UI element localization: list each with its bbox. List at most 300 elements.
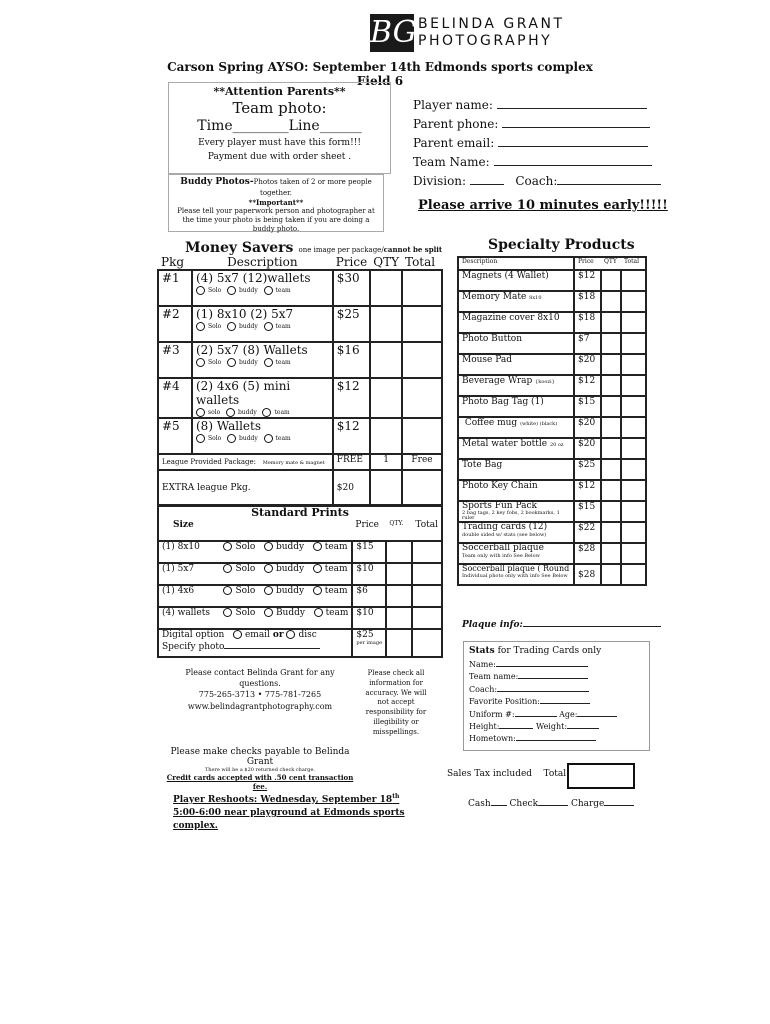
pkg-price: $12 bbox=[333, 418, 370, 454]
radio-label: Solo bbox=[208, 287, 222, 294]
radio-label: team bbox=[275, 435, 291, 442]
checks-line2: There will be a $20 returned check charge. bbox=[204, 767, 316, 773]
product-desc: Photo Button bbox=[462, 334, 523, 344]
stats-label: Height: bbox=[469, 721, 500, 731]
specialty-table bbox=[457, 256, 647, 586]
qty-cell[interactable] bbox=[601, 564, 621, 585]
specify-field[interactable] bbox=[224, 640, 320, 649]
col-size: Size bbox=[158, 520, 220, 541]
disc-label: disc bbox=[298, 630, 317, 640]
radio-label: buddy bbox=[239, 435, 258, 442]
product-sub: 20 oz bbox=[549, 442, 564, 448]
radio-label: Solo bbox=[208, 323, 222, 330]
qty-cell[interactable] bbox=[601, 417, 621, 438]
buddy-radio[interactable] bbox=[226, 408, 235, 417]
attention-heading: **Attention Parents** bbox=[213, 85, 346, 98]
brand-name: BELINDA GRANT bbox=[418, 16, 565, 32]
qty-cell[interactable] bbox=[601, 438, 621, 459]
team-radio[interactable] bbox=[264, 358, 273, 367]
qty-cell[interactable] bbox=[601, 543, 621, 564]
pkg-price: $12 bbox=[333, 378, 370, 418]
total-cell[interactable] bbox=[402, 306, 442, 342]
product-price: $28 bbox=[574, 543, 601, 564]
pkg-desc: (8) Wallets bbox=[196, 419, 262, 433]
team-photo-label: Team photo: bbox=[232, 98, 327, 117]
stats-label: Coach: bbox=[469, 684, 498, 694]
product-desc: Magazine cover 8x10 bbox=[462, 313, 560, 323]
qty-cell[interactable] bbox=[601, 312, 621, 333]
team-radio[interactable] bbox=[313, 564, 322, 573]
player-name-field[interactable] bbox=[413, 97, 647, 112]
total-cell[interactable] bbox=[621, 564, 646, 585]
product-row bbox=[458, 564, 646, 585]
standard-prints-title: Standard Prints bbox=[158, 505, 442, 520]
stats-team-field[interactable] bbox=[469, 671, 644, 683]
print-size: (1) 8x10 bbox=[158, 541, 220, 563]
col-qty: QTY. bbox=[386, 520, 412, 541]
print-row bbox=[158, 607, 442, 629]
total-cell[interactable] bbox=[412, 629, 442, 657]
qty-cell[interactable] bbox=[370, 378, 402, 418]
buddy-label: Buddy Photos- bbox=[180, 177, 254, 187]
product-row bbox=[458, 522, 646, 543]
team-radio[interactable] bbox=[313, 586, 322, 595]
stats-label: Team name: bbox=[469, 672, 519, 682]
time-line-label: Time________Line______ bbox=[197, 117, 362, 134]
email-radio[interactable] bbox=[233, 630, 242, 639]
pkg-number: #3 bbox=[158, 342, 192, 378]
product-row bbox=[458, 354, 646, 375]
product-price: $25 bbox=[574, 459, 601, 480]
qty-cell[interactable] bbox=[601, 333, 621, 354]
solo-radio[interactable] bbox=[196, 434, 205, 443]
stats-uniform-age-field[interactable] bbox=[469, 709, 644, 721]
stats-box bbox=[463, 641, 650, 751]
total-cell[interactable] bbox=[621, 459, 646, 480]
total-cell[interactable] bbox=[402, 378, 442, 418]
print-price: $15 bbox=[352, 541, 386, 563]
buddy-box bbox=[168, 174, 384, 232]
league-note: Memory mate & magnet bbox=[262, 460, 325, 466]
solo-radio[interactable] bbox=[223, 564, 232, 573]
attention-box bbox=[168, 82, 391, 174]
digital-label: Digital option bbox=[162, 630, 225, 640]
buddy-desc: Photos taken of 2 or more people together. bbox=[253, 178, 372, 197]
radio-label: team bbox=[275, 359, 291, 366]
product-sub: Team only with info See Below bbox=[462, 552, 540, 559]
print-size: (4) wallets bbox=[158, 607, 220, 629]
contact-line1: Please contact Belinda Grant for any questions. bbox=[185, 668, 335, 689]
total-cell[interactable] bbox=[402, 270, 442, 306]
disc-radio[interactable] bbox=[286, 630, 295, 639]
money-savers-title: Money Savers bbox=[185, 240, 294, 256]
radio-label: team bbox=[274, 409, 290, 416]
digital-price: $25 bbox=[356, 630, 374, 640]
payment-method-row bbox=[468, 797, 634, 809]
product-price: $18 bbox=[574, 291, 601, 312]
money-savers-subtitle-bold: cannot be split bbox=[383, 245, 443, 254]
product-desc: Beverage Wrap bbox=[462, 376, 533, 386]
pkg-desc: (2) 4x6 (5) mini wallets bbox=[196, 379, 291, 407]
extra-league-label: EXTRA league Pkg. bbox=[158, 470, 333, 506]
product-row bbox=[458, 501, 646, 522]
qty-cell[interactable] bbox=[601, 291, 621, 312]
product-sub: 8x10 bbox=[529, 295, 542, 301]
col-total: Total bbox=[412, 520, 442, 541]
stats-coach-field[interactable] bbox=[469, 684, 644, 696]
checks-line3: Credit cards accepted with .50 cent transaction fee. bbox=[166, 773, 354, 791]
parent-email-field[interactable] bbox=[413, 135, 648, 150]
total-cell[interactable] bbox=[412, 607, 442, 629]
radio-label: buddy bbox=[275, 542, 305, 552]
league-total: Free bbox=[402, 454, 442, 470]
radio-label: Buddy bbox=[275, 608, 305, 618]
total-cell[interactable] bbox=[621, 375, 646, 396]
pkg-price: $25 bbox=[333, 306, 370, 342]
standard-prints-table bbox=[157, 504, 443, 658]
print-price: $10 bbox=[352, 563, 386, 585]
plaque-info-field[interactable] bbox=[462, 618, 661, 630]
stats-position-field[interactable] bbox=[469, 696, 644, 708]
qty-cell[interactable] bbox=[601, 522, 621, 543]
package-row bbox=[158, 342, 442, 378]
radio-label: buddy bbox=[275, 586, 305, 596]
total-cell[interactable] bbox=[621, 354, 646, 375]
radio-label: Solo bbox=[235, 586, 256, 596]
contact-website[interactable]: www.belindagrantphotography.com bbox=[187, 701, 333, 711]
stats-label: Age: bbox=[559, 709, 578, 719]
stats-label: Weight: bbox=[536, 721, 568, 731]
product-price: $15 bbox=[574, 501, 601, 522]
stats-label: Name: bbox=[469, 659, 496, 669]
qty-cell[interactable] bbox=[601, 354, 621, 375]
stats-title-rest: for Trading Cards only bbox=[494, 646, 602, 656]
total-cell[interactable] bbox=[621, 543, 646, 564]
product-row bbox=[458, 438, 646, 459]
qty-cell[interactable] bbox=[386, 585, 412, 607]
team-name-field[interactable] bbox=[413, 154, 652, 169]
product-desc: Soccerball plaque bbox=[462, 543, 544, 553]
coach-label: Coach: bbox=[515, 174, 558, 188]
reshoots-line1: Player Reshoots: Wednesday, September 18 bbox=[173, 795, 393, 805]
sales-tax-row bbox=[447, 769, 569, 779]
qty-cell[interactable] bbox=[370, 270, 402, 306]
league-package-row bbox=[158, 454, 442, 470]
league-label: League Provided Package: bbox=[162, 458, 257, 466]
reshoots-line3: complex. bbox=[173, 821, 218, 832]
radio-label: buddy bbox=[239, 287, 258, 294]
product-row bbox=[458, 417, 646, 438]
qty-cell[interactable] bbox=[601, 480, 621, 501]
solo-radio[interactable] bbox=[196, 322, 205, 331]
print-row bbox=[158, 563, 442, 585]
check-accuracy-note: Please check all information for accuracy. We will not accept responsibility for illegibility or misspellings. bbox=[365, 669, 427, 736]
extra-league-row bbox=[158, 470, 442, 506]
radio-label: team bbox=[275, 323, 291, 330]
product-row bbox=[458, 375, 646, 396]
product-desc: Tote Bag bbox=[462, 460, 503, 470]
product-row bbox=[458, 543, 646, 564]
total-cell[interactable] bbox=[621, 291, 646, 312]
pkg-number: #5 bbox=[158, 418, 192, 454]
qty-cell[interactable] bbox=[601, 501, 621, 522]
product-price: $22 bbox=[574, 522, 601, 543]
product-row bbox=[458, 396, 646, 417]
stats-title-bold: Stats bbox=[469, 646, 495, 656]
buddy-radio[interactable] bbox=[264, 542, 273, 551]
col-price: Price bbox=[574, 257, 601, 270]
product-sub: Individual photo only with info See Below bbox=[462, 572, 568, 579]
radio-label: team bbox=[275, 287, 291, 294]
brand-logo: BG bbox=[370, 15, 417, 50]
pkg-desc: (2) 5x7 (8) Wallets bbox=[196, 343, 308, 357]
buddy-important: **Important** bbox=[248, 197, 304, 207]
pkg-number: #1 bbox=[158, 270, 192, 306]
qty-cell[interactable] bbox=[386, 563, 412, 585]
pkg-number: #4 bbox=[158, 378, 192, 418]
radio-label: team bbox=[324, 542, 348, 552]
stats-label: Uniform #: bbox=[469, 709, 515, 719]
total-cell[interactable] bbox=[402, 342, 442, 378]
col-description: Description bbox=[192, 255, 333, 270]
product-price: $20 bbox=[574, 354, 601, 375]
product-price: $7 bbox=[574, 333, 601, 354]
product-row bbox=[458, 291, 646, 312]
buddy-radio[interactable] bbox=[227, 322, 236, 331]
col-description: Description bbox=[458, 257, 574, 270]
or-label: or bbox=[272, 630, 284, 640]
radio-label: buddy bbox=[239, 323, 258, 330]
money-savers-subtitle: one image per package/ bbox=[298, 246, 384, 254]
product-desc: Sports Fun Pack bbox=[462, 501, 537, 511]
print-size: (1) 4x6 bbox=[158, 585, 220, 607]
checks-payable bbox=[160, 747, 360, 791]
reshoots-note bbox=[173, 793, 405, 833]
pkg-price: $30 bbox=[333, 270, 370, 306]
solo-radio[interactable] bbox=[223, 608, 232, 617]
team-radio[interactable] bbox=[313, 542, 322, 551]
radio-label: Solo bbox=[235, 542, 256, 552]
radio-label: buddy bbox=[275, 564, 305, 574]
product-price: $12 bbox=[574, 375, 601, 396]
product-price: $18 bbox=[574, 312, 601, 333]
buddy-radio[interactable] bbox=[227, 358, 236, 367]
stats-name-field[interactable] bbox=[469, 659, 644, 671]
solo-radio[interactable] bbox=[196, 358, 205, 367]
qty-cell[interactable] bbox=[386, 607, 412, 629]
total-cell[interactable] bbox=[621, 522, 646, 543]
team-radio[interactable] bbox=[314, 608, 323, 617]
total-cell[interactable] bbox=[412, 585, 442, 607]
product-desc: Photo Key Chain bbox=[462, 481, 538, 491]
product-row bbox=[458, 270, 646, 291]
total-cell[interactable] bbox=[402, 470, 442, 506]
digital-option-row bbox=[158, 629, 442, 657]
radio-label: Solo bbox=[235, 564, 256, 574]
product-row bbox=[458, 459, 646, 480]
radio-label: solo bbox=[208, 409, 221, 416]
total-cell[interactable] bbox=[412, 541, 442, 563]
solo-radio[interactable] bbox=[196, 408, 205, 417]
product-desc: Mouse Pad bbox=[462, 355, 513, 365]
solo-radio[interactable] bbox=[196, 286, 205, 295]
total-cell[interactable] bbox=[621, 396, 646, 417]
pkg-desc: (1) 8x10 (2) 5x7 bbox=[196, 307, 294, 321]
radio-label: team bbox=[324, 564, 348, 574]
product-price: $20 bbox=[574, 438, 601, 459]
league-qty: 1 bbox=[370, 454, 402, 470]
solo-radio[interactable] bbox=[223, 586, 232, 595]
qty-cell[interactable] bbox=[386, 629, 412, 657]
stats-height-weight-field[interactable] bbox=[469, 721, 644, 733]
product-desc: Metal water bottle bbox=[462, 439, 548, 449]
product-row bbox=[458, 333, 646, 354]
qty-cell[interactable] bbox=[601, 270, 621, 291]
product-desc: Photo Bag Tag (1) bbox=[462, 397, 544, 407]
radio-label: team bbox=[325, 608, 349, 618]
col-pkg: Pkg bbox=[158, 255, 192, 270]
reshoots-sup: th bbox=[392, 793, 400, 800]
print-size: (1) 5x7 bbox=[158, 563, 220, 585]
stats-label: Hometown: bbox=[469, 734, 516, 744]
solo-radio[interactable] bbox=[223, 542, 232, 551]
print-price: $6 bbox=[352, 585, 386, 607]
qty-cell[interactable] bbox=[370, 470, 402, 506]
total-cell[interactable] bbox=[621, 501, 646, 522]
radio-label: buddy bbox=[239, 359, 258, 366]
division-label: Division: bbox=[413, 174, 467, 188]
money-savers-table bbox=[157, 255, 443, 507]
total-cell[interactable] bbox=[621, 480, 646, 501]
email-label: email bbox=[244, 630, 270, 640]
total-cell[interactable] bbox=[412, 563, 442, 585]
qty-cell[interactable] bbox=[370, 306, 402, 342]
plaque-info-label: Plaque info: bbox=[462, 620, 523, 630]
pkg-desc: (4) 5x7 (12)wallets bbox=[196, 271, 311, 285]
package-row bbox=[158, 418, 442, 454]
product-price: $28 bbox=[574, 564, 601, 585]
total-cell[interactable] bbox=[621, 270, 646, 291]
col-total: Total bbox=[402, 255, 442, 270]
radio-label: Solo bbox=[208, 435, 222, 442]
buddy-radio[interactable] bbox=[227, 434, 236, 443]
print-row bbox=[158, 585, 442, 607]
check-field[interactable] bbox=[538, 797, 568, 806]
division-coach-field[interactable] bbox=[413, 173, 661, 188]
product-desc: Soccerball plaque ( Round bbox=[462, 564, 570, 573]
team-radio[interactable] bbox=[262, 408, 271, 417]
league-price: FREE bbox=[333, 454, 370, 470]
product-price: $15 bbox=[574, 396, 601, 417]
total-cell[interactable] bbox=[621, 438, 646, 459]
team-radio[interactable] bbox=[264, 322, 273, 331]
every-player-note: Every player must have this form!!! bbox=[198, 138, 361, 148]
radio-label: Solo bbox=[208, 359, 222, 366]
stats-label: Favorite Position: bbox=[469, 697, 540, 707]
print-row bbox=[158, 541, 442, 563]
product-desc: Trading cards (12) bbox=[462, 522, 548, 532]
qty-cell[interactable] bbox=[601, 375, 621, 396]
radio-label: Solo bbox=[235, 608, 256, 618]
buddy-radio[interactable] bbox=[264, 608, 273, 617]
parent-phone-label: Parent phone: bbox=[413, 117, 499, 131]
total-cell[interactable] bbox=[621, 333, 646, 354]
specialty-title: Specialty Products bbox=[488, 237, 635, 253]
qty-cell[interactable] bbox=[386, 541, 412, 563]
radio-label: team bbox=[324, 586, 348, 596]
buddy-text: Please tell your paperwork person and photographer at the time your photo is being taken if you are doing a buddy photo. bbox=[177, 206, 375, 234]
specify-label: Specify photo bbox=[162, 642, 225, 652]
product-price: $20 bbox=[574, 417, 601, 438]
charge-label: Charge bbox=[570, 799, 605, 809]
total-cell[interactable] bbox=[621, 312, 646, 333]
parent-email-label: Parent email: bbox=[413, 136, 495, 150]
col-price: Price bbox=[352, 520, 386, 541]
buddy-radio[interactable] bbox=[264, 564, 273, 573]
sales-tax-label: Sales Tax included bbox=[447, 769, 533, 779]
package-row bbox=[158, 378, 442, 418]
package-row bbox=[158, 270, 442, 306]
pkg-number: #2 bbox=[158, 306, 192, 342]
player-name-label: Player name: bbox=[413, 98, 493, 112]
print-price: $10 bbox=[352, 607, 386, 629]
product-row bbox=[458, 312, 646, 333]
team-radio[interactable] bbox=[264, 286, 273, 295]
col-qty: QTY bbox=[601, 257, 621, 270]
charge-field[interactable] bbox=[604, 797, 634, 806]
check-label: Check bbox=[509, 799, 539, 809]
total-cell[interactable] bbox=[402, 418, 442, 454]
col-price: Price bbox=[333, 255, 370, 270]
qty-cell[interactable] bbox=[601, 459, 621, 480]
product-sub: {koozi} bbox=[535, 379, 555, 385]
total-cell[interactable] bbox=[621, 417, 646, 438]
event-title: Carson Spring AYSO: September 14th Edmonds sports complex Field 6 bbox=[167, 60, 593, 88]
payment-note: Payment due with order sheet . bbox=[207, 152, 352, 163]
product-desc: Magnets (4 Wallet) bbox=[462, 271, 549, 281]
total-input[interactable] bbox=[567, 763, 635, 789]
product-sub: (white) (black) bbox=[520, 421, 558, 427]
package-row bbox=[158, 306, 442, 342]
cash-label: Cash bbox=[468, 799, 491, 809]
pkg-price: $16 bbox=[333, 342, 370, 378]
money-savers-title-row bbox=[185, 237, 442, 256]
product-desc: Coffee mug bbox=[464, 418, 518, 428]
stats-hometown-field[interactable] bbox=[469, 733, 644, 745]
qty-cell[interactable] bbox=[370, 342, 402, 378]
product-price: $12 bbox=[574, 270, 601, 291]
cash-field[interactable] bbox=[491, 797, 507, 806]
total-label: Total: bbox=[543, 769, 570, 779]
buddy-radio[interactable] bbox=[264, 586, 273, 595]
digital-per: per image bbox=[356, 640, 383, 646]
contact-info bbox=[164, 667, 356, 712]
reshoots-line2: 5:00-6:00 near playground at Edmonds sports bbox=[173, 808, 405, 819]
col-qty: QTY bbox=[370, 255, 402, 270]
product-sub: double sided w/ stats (see below) bbox=[462, 531, 547, 538]
product-sub: 2 bag tags, 2 key fobs, 2 bookmarks, 1 ruler bbox=[462, 510, 560, 521]
radio-label: buddy bbox=[237, 409, 257, 416]
brand-subname: PHOTOGRAPHY bbox=[418, 33, 553, 49]
team-radio[interactable] bbox=[264, 434, 273, 443]
checks-line1: Please make checks payable to Belinda Grant bbox=[170, 747, 350, 767]
qty-cell[interactable] bbox=[601, 396, 621, 417]
buddy-radio[interactable] bbox=[227, 286, 236, 295]
product-price: $12 bbox=[574, 480, 601, 501]
product-row bbox=[458, 480, 646, 501]
qty-cell[interactable] bbox=[370, 418, 402, 454]
parent-phone-field[interactable] bbox=[413, 116, 650, 131]
